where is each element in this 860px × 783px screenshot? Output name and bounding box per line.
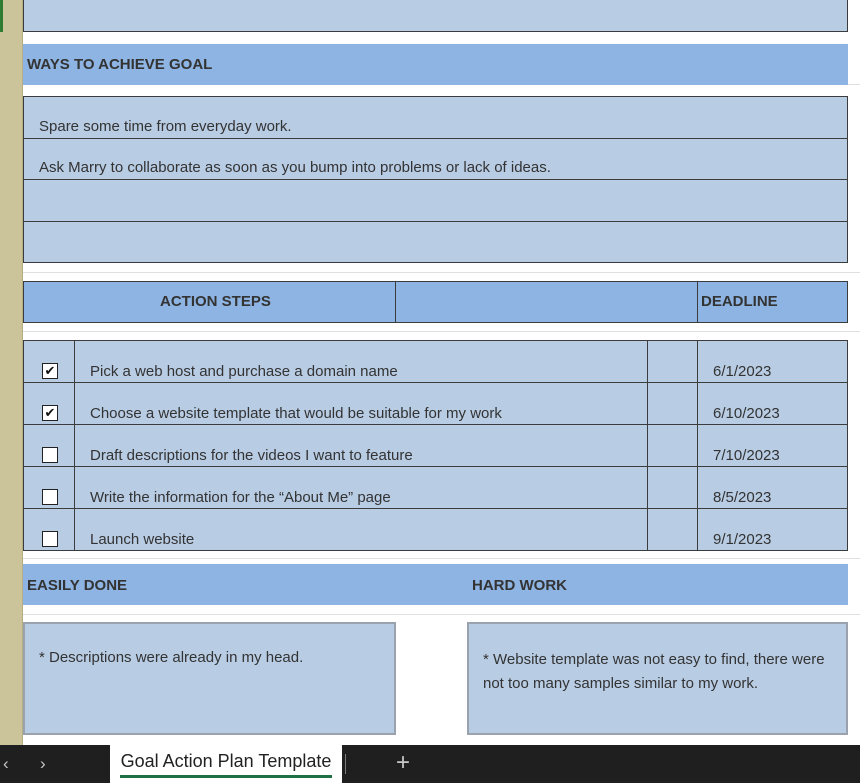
hard-work-text: * Website template was not easy to find, there were not too many samples similar to my work. (483, 651, 825, 692)
ways-item[interactable]: Ask Marry to collaborate as soon as you bump into problems or lack of ideas. (39, 159, 551, 176)
sheet-tab-label: Goal Action Plan Template (120, 751, 332, 771)
step-deadline[interactable]: 6/1/2023 (713, 363, 772, 380)
row-divider (23, 179, 848, 180)
step-label[interactable]: Write the information for the “About Me” page (90, 489, 391, 506)
step-checkbox[interactable]: ✔ (42, 363, 58, 379)
col-divider (697, 340, 698, 551)
col-divider (395, 281, 396, 323)
gridline (23, 614, 860, 615)
tab-separator (345, 754, 346, 774)
step-checkbox[interactable] (42, 447, 58, 463)
selected-row-marker (0, 0, 3, 32)
step-label[interactable]: Pick a web host and purchase a domain name (90, 363, 398, 380)
col-divider (74, 340, 75, 551)
hard-work-header: HARD WORK (472, 577, 567, 594)
step-checkbox[interactable] (42, 489, 58, 505)
step-label[interactable]: Launch website (90, 531, 195, 548)
step-deadline[interactable]: 9/1/2023 (713, 531, 772, 548)
row-header-strip (0, 0, 23, 745)
easily-done-header: EASILY DONE (27, 577, 128, 594)
chevron-right-icon[interactable]: › (40, 754, 46, 773)
easily-done-text: * Descriptions were already in my head. (39, 649, 304, 666)
goal-cell[interactable] (23, 0, 848, 32)
deadline-header: DEADLINE (701, 293, 778, 310)
row-divider (23, 138, 848, 139)
ways-header-label: WAYS TO ACHIEVE GOAL (27, 56, 213, 73)
hard-work-note[interactable] (467, 622, 848, 735)
sheet-tab-bar (0, 745, 860, 783)
row-divider (23, 382, 848, 383)
ways-header (23, 44, 848, 85)
row-divider (23, 221, 848, 222)
step-deadline[interactable]: 6/10/2023 (713, 405, 780, 422)
plus-icon[interactable]: + (396, 749, 411, 776)
step-label[interactable]: Draft descriptions for the videos I want to feature (90, 447, 413, 464)
sheet-tab-active[interactable] (110, 745, 342, 783)
step-label[interactable]: Choose a website template that would be suitable for my work (90, 405, 502, 422)
action-steps-header: ACTION STEPS (160, 293, 271, 310)
col-divider (697, 281, 698, 323)
row-divider (23, 424, 848, 425)
row-divider (23, 508, 848, 509)
step-deadline[interactable]: 7/10/2023 (713, 447, 780, 464)
ways-item[interactable]: Spare some time from everyday work. (39, 118, 292, 135)
chevron-left-icon[interactable]: ‹ (3, 754, 9, 773)
step-checkbox[interactable] (42, 531, 58, 547)
gridline (23, 558, 860, 559)
easily-done-note[interactable] (23, 622, 396, 735)
step-deadline[interactable]: 8/5/2023 (713, 489, 772, 506)
step-checkbox[interactable]: ✔ (42, 405, 58, 421)
gridline (23, 272, 860, 273)
outcome-header-band (23, 564, 848, 605)
row-divider (23, 466, 848, 467)
active-tab-underline (120, 775, 332, 778)
gridline (23, 331, 860, 332)
col-divider (647, 340, 648, 551)
